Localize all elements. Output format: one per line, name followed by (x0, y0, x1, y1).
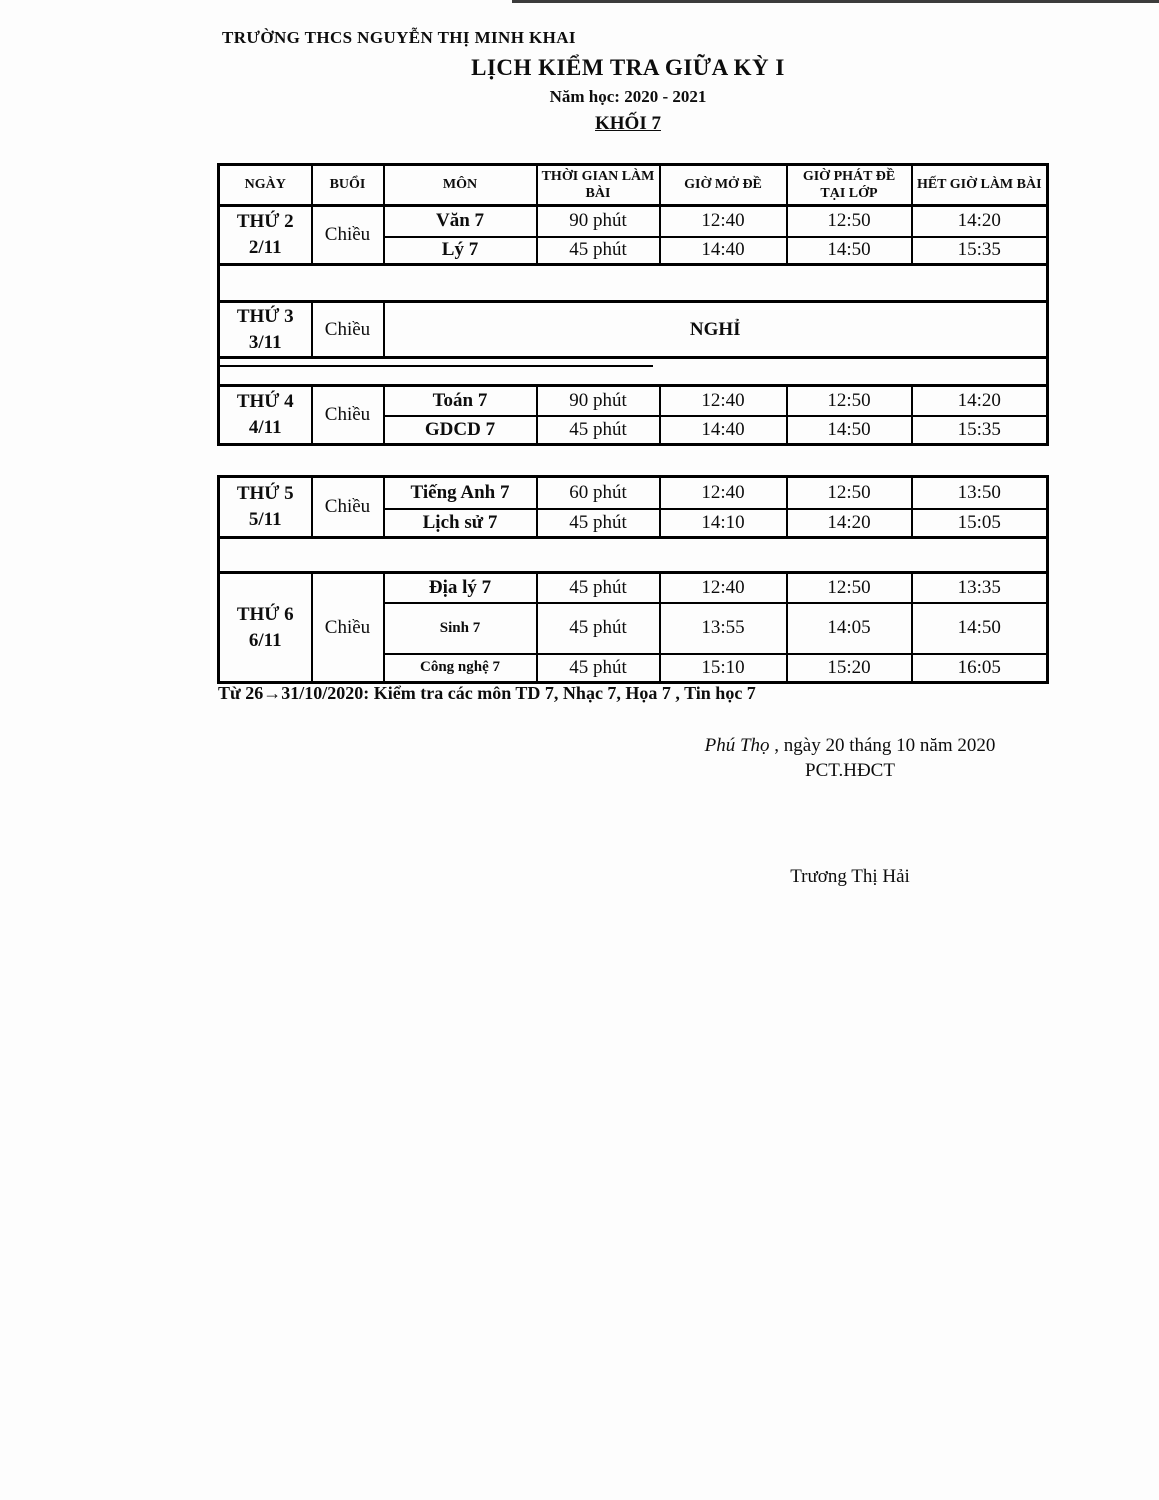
school-year: Năm học: 2020 - 2021 (549, 87, 707, 106)
cell-handout-time: 12:50 (787, 477, 912, 509)
day-label: THỨ 4 (236, 391, 294, 413)
cell-session: Chiều (312, 573, 384, 683)
cell-end-time: 15:05 (912, 509, 1048, 538)
cell-session: Chiều (312, 302, 384, 358)
signer-title: PCT.HĐCT (805, 760, 895, 781)
day-date: 3/11 (248, 331, 282, 353)
cell-subject: Văn 7 (384, 206, 537, 237)
cell-open-time: 14:40 (660, 416, 787, 445)
schedule-table-2 (217, 384, 1049, 446)
cell-handout-time: 14:50 (787, 416, 912, 445)
col-header-open-time: GIỜ MỞ ĐỀ (660, 165, 787, 206)
cell-handout-time: 12:50 (787, 573, 912, 603)
table-row (219, 302, 1048, 358)
cell-end-time: 14:50 (912, 603, 1048, 654)
place-date-line (660, 735, 1040, 757)
col-header-duration: THỜI GIAN LÀM BÀI (537, 165, 660, 206)
school-name: TRƯỜNG THCS NGUYỄN THỊ MINH KHAI (222, 28, 576, 47)
page-title: LỊCH KIỂM TRA GIỮA KỲ I (471, 55, 785, 80)
cell-duration: 90 phút (537, 206, 660, 237)
spacer-row (219, 358, 1048, 386)
cell-open-time: 12:40 (660, 573, 787, 603)
footer-note: Từ 26→31/10/2020: Kiểm tra các môn TD 7, Nhạc 7, Họa 7 , Tin học 7 (218, 683, 756, 703)
cell-subject: Sinh 7 (384, 603, 537, 654)
header-row (219, 165, 1048, 206)
cell-day (219, 573, 312, 683)
cell-day (219, 302, 312, 358)
spacer-row (219, 265, 1048, 302)
spacer-cell (219, 265, 1048, 302)
schedule-table-1 (217, 163, 1049, 387)
cell-duration: 45 phút (537, 509, 660, 538)
schedule-table-3 (217, 475, 1049, 684)
cell-subject: Địa lý 7 (384, 573, 537, 603)
day-label: THỨ 5 (236, 483, 294, 505)
day-date: 4/11 (248, 417, 282, 438)
day-date: 6/11 (248, 629, 282, 651)
cell-duration: 45 phút (537, 603, 660, 654)
col-header-session: BUỔI (312, 165, 384, 206)
cell-duration: 45 phút (537, 573, 660, 603)
col-header-handout-time: GIỜ PHÁT ĐỀ TẠI LỚP (787, 165, 912, 206)
table-row (219, 573, 1048, 603)
day-label: THỨ 2 (236, 211, 294, 233)
cell-subject: Công nghệ 7 (384, 654, 537, 683)
cell-duration: 90 phút (537, 386, 660, 416)
cell-subject: Tiếng Anh 7 (384, 477, 537, 509)
cell-end-time: 14:20 (912, 386, 1048, 416)
signer-name: Trương Thị Hải (790, 866, 910, 887)
cell-open-time: 13:55 (660, 603, 787, 654)
table-row (219, 386, 1048, 416)
scan-edge-line (512, 0, 1159, 3)
cell-handout-time: 14:05 (787, 603, 912, 654)
cell-handout-time: 14:50 (787, 237, 912, 265)
table-row (219, 477, 1048, 509)
cell-duration: 60 phút (537, 477, 660, 509)
cell-end-time: 13:35 (912, 573, 1048, 603)
day-label: THỨ 6 (236, 603, 294, 625)
cell-subject: Toán 7 (384, 386, 537, 416)
cell-handout-time: 14:20 (787, 509, 912, 538)
day-date: 5/11 (248, 509, 282, 530)
place-name: Phú Thọ (704, 735, 770, 756)
cell-session: Chiều (312, 206, 384, 265)
cell-subject: Lịch sử 7 (384, 509, 537, 538)
grade-label: KHỐI 7 (595, 113, 661, 134)
cell-day (219, 386, 312, 445)
cell-end-time: 13:50 (912, 477, 1048, 509)
cell-open-time: 14:10 (660, 509, 787, 538)
col-header-end-time: HẾT GIỜ LÀM BÀI (912, 165, 1048, 206)
cell-end-time: 15:35 (912, 237, 1048, 265)
date-text: , ngày 20 tháng 10 năm 2020 (769, 735, 996, 756)
cell-end-time: 15:35 (912, 416, 1048, 445)
spacer-row (219, 538, 1048, 573)
cell-day (219, 477, 312, 538)
cell-open-time: 15:10 (660, 654, 787, 683)
cell-handout-time: 12:50 (787, 386, 912, 416)
cell-end-time: 14:20 (912, 206, 1048, 237)
cell-duration: 45 phút (537, 237, 660, 265)
cell-handout-time: 12:50 (787, 206, 912, 237)
partial-rule-artifact (217, 365, 653, 367)
day-label: THỨ 3 (236, 305, 294, 327)
col-header-subject: MÔN (384, 165, 537, 206)
cell-subject: GDCD 7 (384, 416, 537, 445)
table-row (219, 206, 1048, 237)
cell-subject: Lý 7 (384, 237, 537, 265)
cell-day-off: NGHỈ (384, 302, 1048, 358)
cell-day (219, 206, 312, 265)
cell-open-time: 12:40 (660, 386, 787, 416)
cell-session: Chiều (312, 477, 384, 538)
document-header (97, 55, 1159, 135)
cell-session: Chiều (312, 386, 384, 445)
cell-duration: 45 phút (537, 416, 660, 445)
spacer-cell (219, 358, 1048, 386)
cell-open-time: 12:40 (660, 477, 787, 509)
cell-end-time: 16:05 (912, 654, 1048, 683)
cell-duration: 45 phút (537, 654, 660, 683)
col-header-day: NGÀY (219, 165, 312, 206)
schedule-tables (217, 163, 1046, 684)
cell-open-time: 14:40 (660, 237, 787, 265)
spacer-cell (219, 538, 1048, 573)
signature-block (660, 735, 1040, 888)
day-date: 2/11 (248, 237, 282, 258)
cell-handout-time: 15:20 (787, 654, 912, 683)
cell-open-time: 12:40 (660, 206, 787, 237)
